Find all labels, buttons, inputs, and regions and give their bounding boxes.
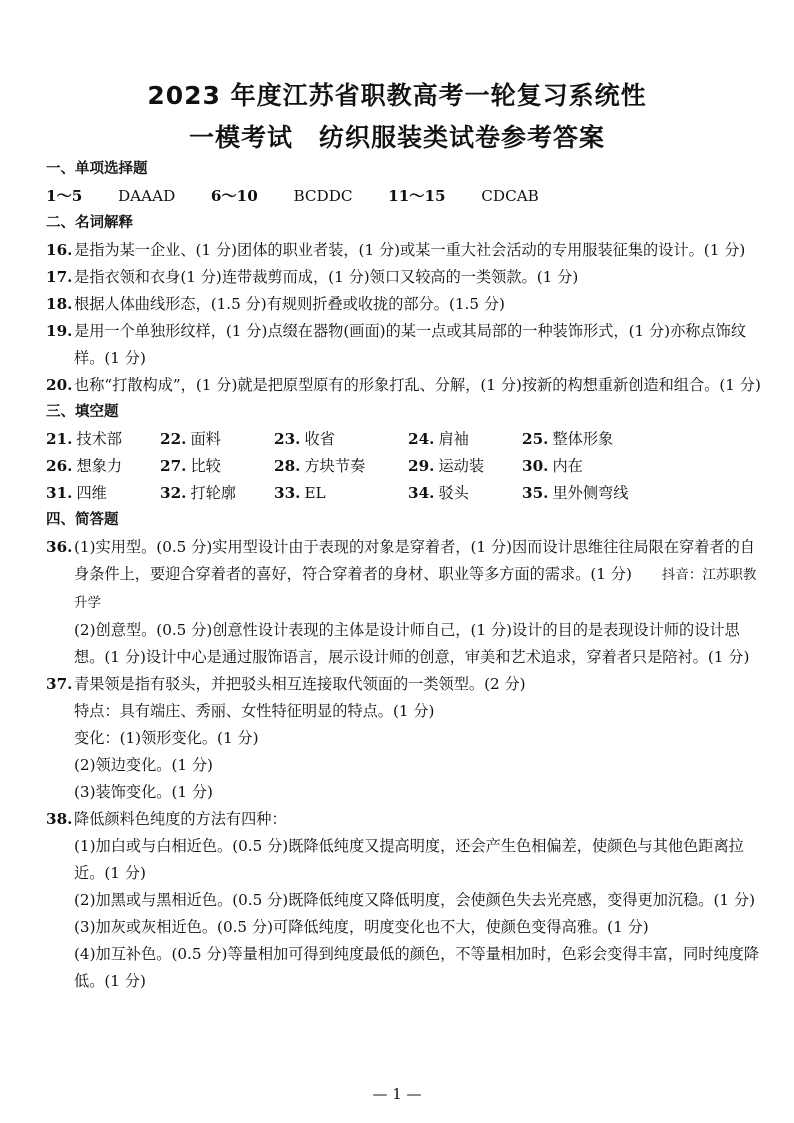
- fill-answer-23: [274, 426, 408, 453]
- q36-part-2: (2)创意型。(0.5 分)创意性设计表现的主体是设计师自己，(1 分)设计的目的是表现设计师的设计思想。(1 分)设计中心是通过服饰语言，展示设计师的创意，审美和艺术追求，穿着者只是陪衬。(1 分): [74, 621, 750, 666]
- q38-line: (3)加灰或灰相近色。(0.5 分)可降低纯度，明度变化也不大，使颜色变得高雅。(1 分): [74, 918, 649, 936]
- section-heading-multiple-choice: 一、单项选择题: [46, 161, 148, 177]
- question-number: 16.: [46, 241, 73, 259]
- fill-answer-30: [522, 453, 722, 480]
- fill-number: 22.: [160, 430, 187, 448]
- fill-answer-32: [160, 480, 274, 507]
- question-20: [46, 372, 762, 399]
- fill-text: 里外侧弯线: [552, 484, 629, 502]
- fill-blank-row-1: [46, 426, 762, 453]
- fill-number: 25.: [522, 430, 549, 448]
- mc-answers-2: BCDDC: [293, 187, 353, 205]
- watermark-note: 抖音：江苏职教升学: [74, 567, 757, 611]
- fill-answer-35: [522, 480, 722, 507]
- fill-number: 23.: [274, 430, 301, 448]
- fill-answer-33: [274, 480, 408, 507]
- title-line-1: 2023 年度江苏省职教高考一轮复习系统性: [147, 81, 647, 110]
- fill-answer-22: [160, 426, 274, 453]
- fill-answer-21: [46, 426, 160, 453]
- question-number: 37.: [46, 675, 73, 693]
- question-number: 36.: [46, 538, 73, 556]
- question-17: [46, 264, 762, 291]
- q36-part-1: (1)实用型。(0.5 分)实用型设计由于表现的对象是穿着者，(1 分)因而设计思维往往局限在穿着者的自身条件上，要迎合穿着者的喜好，符合穿着者的身材、职业等多方面的需求。(1 分) 抖音：江苏职教升学: [74, 538, 757, 611]
- q37-line: 青果领是指有驳头，并把驳头相互连接取代领面的一类领型。(2 分): [74, 675, 526, 693]
- question-36: [46, 534, 762, 671]
- mc-range-3: 11～15: [388, 187, 446, 205]
- fill-number: 31.: [46, 484, 73, 502]
- section-heading-short-answer: 四、简答题: [46, 512, 119, 528]
- question-answer: 是指衣领和衣身(1 分)连带裁剪而成，(1 分)领口又较高的一类领款。(1 分): [74, 268, 579, 286]
- q38-line: 降低颜料色纯度的方法有四种：: [74, 810, 287, 828]
- title-line-2: 一模考试 纺织服装类试卷参考答案: [188, 123, 605, 152]
- fill-number: 24.: [408, 430, 435, 448]
- section-heading-term-explanation: 二、名词解释: [46, 215, 133, 231]
- fill-number: 34.: [408, 484, 435, 502]
- fill-text: 内在: [552, 457, 583, 475]
- fill-answer-27: [160, 453, 274, 480]
- fill-answer-31: [46, 480, 160, 507]
- q38-line: (2)加黑或与黑相近色。(0.5 分)既降低纯度又降低明度，会使颜色失去光亮感，变得更加沉稳。(1 分): [74, 891, 755, 909]
- mc-range-2: 6～10: [210, 187, 258, 205]
- fill-text: 运动装: [438, 457, 484, 475]
- fill-number: 26.: [46, 457, 73, 475]
- fill-text: 四维: [76, 484, 107, 502]
- question-number: 38.: [46, 810, 73, 828]
- question-answer: 根据人体曲线形态，(1.5 分)有规则折叠或收拢的部分。(1.5 分): [74, 295, 505, 313]
- section-heading-fill-blank: 三、填空题: [46, 404, 119, 420]
- q38-line: (4)加互补色。(0.5 分)等量相加可得到纯度最低的颜色，不等量相加时，色彩会变得丰富，同时纯度降低。(1 分): [74, 945, 760, 990]
- answer-body: [46, 156, 762, 995]
- mc-range-1: 1～5: [46, 187, 83, 205]
- fill-text: EL: [304, 484, 326, 502]
- question-18: [46, 291, 762, 318]
- fill-number: 30.: [522, 457, 549, 475]
- fill-text: 打轮廓: [190, 484, 236, 502]
- page-number: — 1 —: [372, 1085, 422, 1103]
- fill-blank-row-3: [46, 480, 762, 507]
- fill-text: 收省: [304, 430, 335, 448]
- fill-answer-29: [408, 453, 522, 480]
- fill-text: 比较: [190, 457, 221, 475]
- question-37: [46, 671, 762, 806]
- mc-answers-3: CDCAB: [481, 187, 539, 205]
- fill-text: 想象力: [76, 457, 122, 475]
- fill-text: 整体形象: [552, 430, 614, 448]
- fill-number: 29.: [408, 457, 435, 475]
- fill-number: 21.: [46, 430, 73, 448]
- q37-line: 变化：(1)领形变化。(1 分): [74, 729, 259, 747]
- fill-answer-28: [274, 453, 408, 480]
- fill-text: 方块节奏: [304, 457, 366, 475]
- q37-line: (3)装饰变化。(1 分): [74, 783, 213, 801]
- fill-blank-row-2: [46, 453, 762, 480]
- question-16: [46, 237, 762, 264]
- question-number: 17.: [46, 268, 73, 286]
- fill-text: 肩袖: [438, 430, 469, 448]
- fill-text: 面料: [190, 430, 221, 448]
- fill-answer-24: [408, 426, 522, 453]
- question-answer: 也称“打散构成”，(1 分)就是把原型原有的形象打乱、分解，(1 分)按新的构想重新创造和组合。(1 分): [74, 376, 761, 394]
- question-number: 19.: [46, 322, 73, 340]
- fill-number: 27.: [160, 457, 187, 475]
- question-number: 20.: [46, 376, 73, 394]
- fill-answer-26: [46, 453, 160, 480]
- q37-line: (2)领边变化。(1 分): [74, 756, 213, 774]
- mc-answers-1: DAAAD: [117, 187, 176, 205]
- q37-line: 特点：具有端庄、秀丽、女性特征明显的特点。(1 分): [74, 702, 435, 720]
- fill-answer-34: [408, 480, 522, 507]
- q38-line: (1)加白或与白相近色。(0.5 分)既降低纯度又提高明度，还会产生色相偏差，使颜色与其他色距离拉近。(1 分): [74, 837, 744, 882]
- fill-number: 28.: [274, 457, 301, 475]
- question-38: [46, 806, 762, 995]
- fill-number: 33.: [274, 484, 301, 502]
- fill-text: 技术部: [76, 430, 122, 448]
- fill-answer-25: [522, 426, 722, 453]
- fill-number: 32.: [160, 484, 187, 502]
- question-answer: 是用一个单独形纹样，(1 分)点缀在器物(画面)的某一点或其局部的一种装饰形式，(1 分)亦称点饰纹样。(1 分): [74, 322, 747, 367]
- question-answer: 是指为某一企业、(1 分)团体的职业者装，(1 分)或某一重大社会活动的专用服装征集的设计。(1 分): [74, 241, 746, 259]
- question-19: [46, 318, 762, 372]
- fill-text: 驳头: [438, 484, 469, 502]
- question-number: 18.: [46, 295, 73, 313]
- multiple-choice-answers: [46, 183, 762, 210]
- fill-number: 35.: [522, 484, 549, 502]
